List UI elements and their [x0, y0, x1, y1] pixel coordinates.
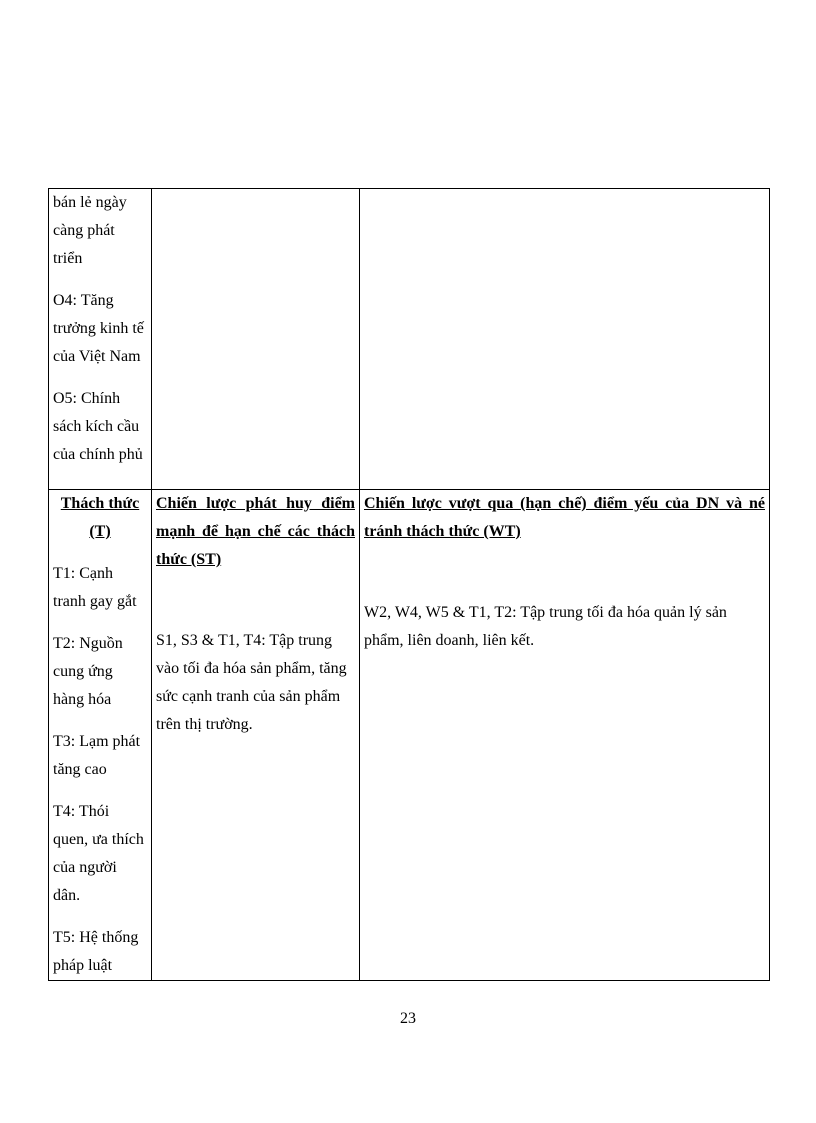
empty-cell [152, 189, 360, 490]
threat-item: T3: Lạm phát tăng cao [53, 733, 141, 778]
swot-table [48, 188, 770, 981]
opportunities-continued-row [49, 189, 770, 490]
threat-item: T4: Thói quen, ưa thích của người dân. [53, 803, 144, 904]
wt-strategy-cell [360, 490, 770, 981]
threats-cell [49, 490, 152, 981]
opportunity-item: O4: Tăng trưởng kinh tế của Việt Nam [53, 292, 144, 365]
opportunity-item: bán lẻ ngày càng phát triển [53, 194, 127, 267]
wt-strategy-text: W2, W4, W5 & T1, T2: Tập trung tối đa hóa quản lý sản phẩm, liên doanh, liên kết. [364, 604, 727, 649]
threat-item: T5: Hệ thống pháp luật [53, 929, 139, 974]
opportunities-cell [49, 189, 152, 490]
wt-strategy-heading: Chiến lược vượt qua (hạn chế) điểm yếu của DN và né tránh thách thức (WT) [364, 495, 765, 540]
threat-item: T2: Nguồn cung ứng hàng hóa [53, 635, 123, 708]
opportunity-item: O5: Chính sách kích cầu của chính phủ [53, 390, 143, 463]
threat-item: T1: Cạnh tranh gay gắt [53, 565, 137, 610]
st-strategy-cell [152, 490, 360, 981]
st-strategy-text: S1, S3 & T1, T4: Tập trung vào tối đa hóa sản phẩm, tăng sức cạnh tranh của sản phẩm trên thị trường. [156, 632, 347, 733]
st-strategy-heading: Chiến lược phát huy điểm mạnh để hạn chế các thách thức (ST) [156, 495, 355, 568]
page-number: 23 [400, 1010, 416, 1027]
empty-cell [360, 189, 770, 490]
threats-heading: Thách thức (T) [60, 495, 140, 540]
threats-row [49, 490, 770, 981]
